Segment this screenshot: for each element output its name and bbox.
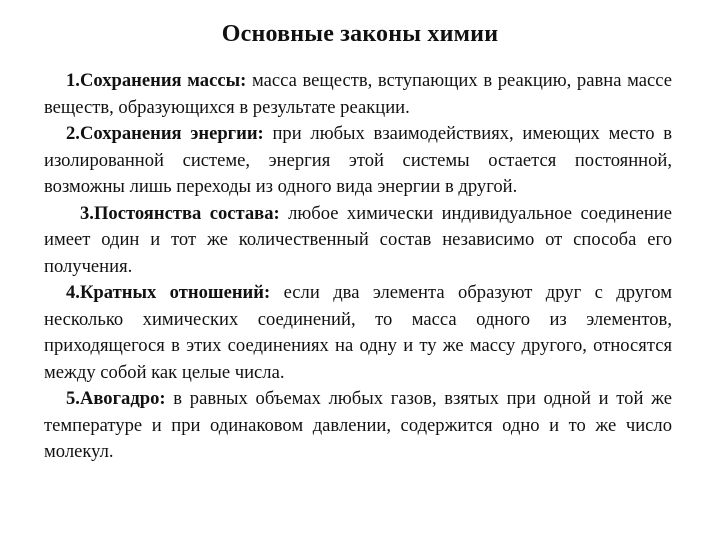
law-item-composition xyxy=(44,201,672,281)
law-text: любое химически индивидуальное соединение имеет один и тот же количественный состав независимо от способа его получения. xyxy=(44,202,673,277)
law-text: при любых взаимодействиях, имеющих место в изолированной системе, энергия этой системы остается постоянной, возможны лишь переходы из одного вида энергии в другой. xyxy=(44,123,672,197)
law-item-energy xyxy=(44,121,672,201)
law-number: 1. xyxy=(66,70,80,91)
law-item-mass xyxy=(44,68,672,121)
slide-title: Основные законы химии xyxy=(221,21,499,47)
law-number: 4. xyxy=(66,282,80,303)
law-name: Постоянства состава: xyxy=(93,202,280,224)
laws-list xyxy=(44,68,672,466)
law-name: Авогадро: xyxy=(79,388,166,409)
law-name: Сохранения энергии: xyxy=(79,123,264,144)
law-name: Кратных отношений: xyxy=(79,282,271,303)
law-text: если два элемента образуют друг с другом несколько химических соединений, то масса одного из элементов, приходящегося в этих соединениях на одну и ту же массу другого, относятся между собой как целые числа. xyxy=(44,282,672,383)
law-item-multiple-proportions xyxy=(44,280,672,386)
law-name: Сохранения массы: xyxy=(79,70,247,91)
law-item-avogadro xyxy=(44,386,672,466)
law-text: масса веществ, вступающих в реакцию, равна массе веществ, образующихся в результате реакции. xyxy=(44,70,672,118)
law-text: в равных объемах любых газов, взятых при одной и той же температуре и при одинаковом давлении, содержится одно и то же число молекул. xyxy=(44,388,672,462)
law-number: 3. xyxy=(80,202,94,224)
law-number: 2. xyxy=(66,123,80,144)
law-number: 5. xyxy=(66,388,80,409)
